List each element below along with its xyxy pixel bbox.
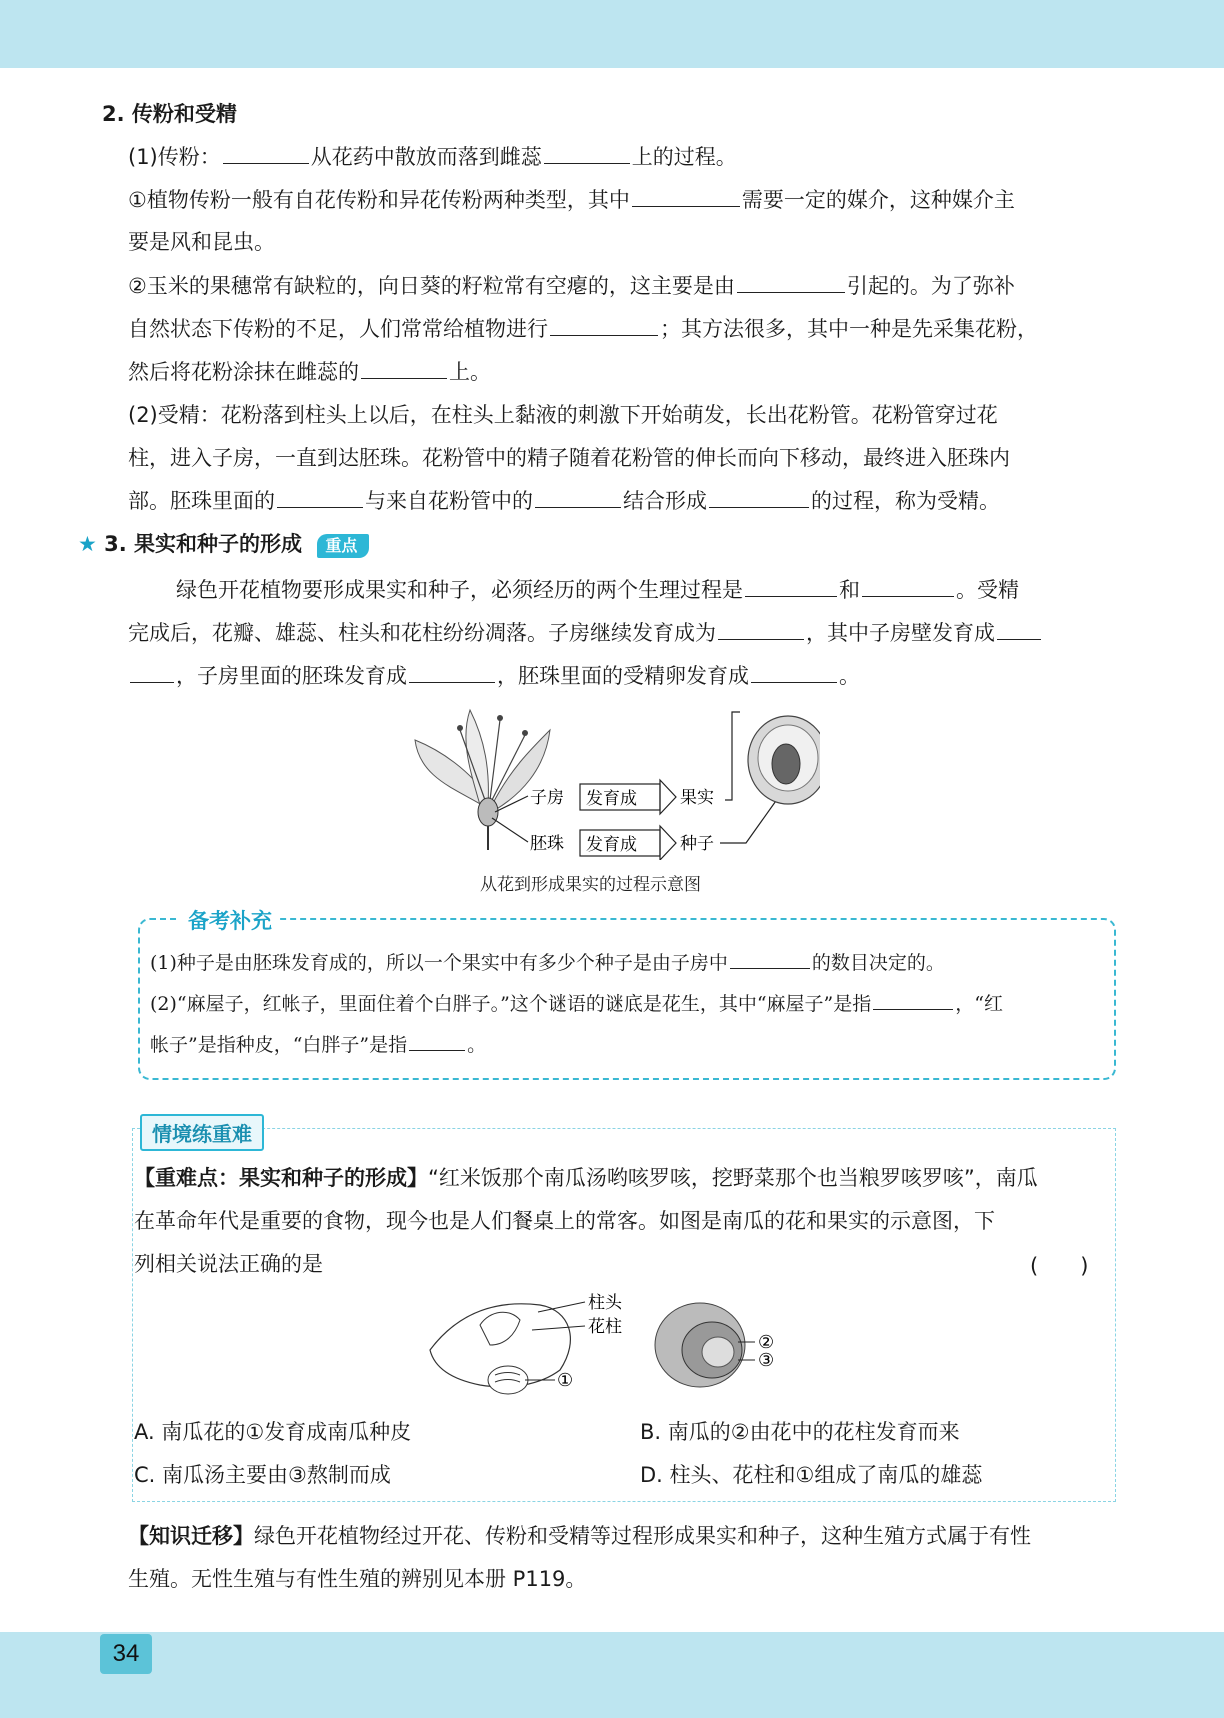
pumpkin-fruit-illustration (655, 1303, 745, 1387)
text: ，其中子房壁发育成 (806, 621, 995, 645)
answer-blank[interactable] (718, 619, 804, 640)
text: 从花药中散放而落到雌蕊 (310, 145, 542, 169)
text: 的数目决定的。 (811, 952, 945, 974)
label-2: ② (758, 1332, 775, 1353)
section2-p8: 柱，进入子房，一直到达胚珠。花粉管中的精子随着花粉管的伸长而向下移动，最终进入胚珠内 (128, 446, 1010, 470)
text: 帐子”是指种皮，“白胖子”是指 (150, 1034, 408, 1056)
section2-p4 (128, 272, 1015, 300)
section2-p9 (128, 487, 1000, 515)
supplement-line-2 (150, 989, 1003, 1018)
leader-line (492, 818, 528, 842)
answer-blank[interactable] (745, 576, 837, 597)
text: 自然状态下传粉的不足，人们常常给植物进行 (128, 317, 548, 341)
label-1: ① (557, 1370, 574, 1391)
text: 绿色开花植物经过开花、传粉和受精等过程形成果实和种子，这种生殖方式属于有性 (254, 1524, 1031, 1548)
exercise-line-1 (134, 1164, 1038, 1192)
answer-blank[interactable] (409, 1030, 465, 1051)
text: (2)“麻屋子，红帐子，里面住着个白胖子。”这个谜语的谜底是花生，其中“麻屋子”是指 (150, 993, 872, 1015)
answer-blank[interactable] (709, 487, 809, 508)
text: 。 (839, 664, 860, 688)
text: 部。胚珠里面的 (128, 489, 275, 513)
key-point-badge: 重点 (317, 534, 369, 558)
answer-blank[interactable] (130, 662, 174, 683)
text: 【重难点：果实和种子的形成】 (134, 1166, 428, 1190)
answer-blank[interactable] (730, 948, 810, 969)
supplement-title: 备考补充 (180, 905, 280, 935)
exercise-line-2: 在革命年代是重要的食物，现今也是人们餐桌上的常客。如图是南瓜的花和果实的示意图，下 (134, 1209, 995, 1233)
arrow-head-icon (660, 780, 676, 814)
answer-blank[interactable] (544, 143, 630, 164)
text: ，子房里面的胚珠发育成 (176, 664, 407, 688)
section2-p6 (128, 358, 491, 386)
text: 结合形成 (623, 489, 707, 513)
text: 完成后，花瓣、雄蕊、柱头和花柱纷纷凋落。子房继续发育成为 (128, 621, 716, 645)
text: 【知识迁移】 (128, 1524, 254, 1548)
text: 然后将花粉涂抹在雌蕊的 (128, 360, 359, 384)
text: “红米饭那个南瓜汤哟咳罗咳，挖野菜那个也当粮罗咳罗咳”，南瓜 (428, 1166, 1038, 1190)
exercise-line-3: 列相关说法正确的是 (134, 1252, 323, 1276)
bracket (725, 712, 740, 800)
section2-p1 (128, 143, 737, 171)
star-icon: ★ (78, 532, 97, 556)
text: 需要一定的媒介，这种媒介主 (741, 188, 1015, 212)
option-a[interactable]: A. 南瓜花的①发育成南瓜种皮 (134, 1420, 412, 1444)
answer-blank[interactable] (632, 186, 740, 207)
label-style: 花柱 (588, 1317, 622, 1337)
text: 。受精 (956, 578, 1019, 602)
section3-heading: 3. 果实和种子的形成 (104, 532, 303, 556)
section2-p7: (2)受精：花粉落到柱头上以后，在柱头上黏液的刺激下开始萌发，长出花粉管。花粉管穿过花 (128, 403, 998, 427)
text: 的过程，称为受精。 (811, 489, 1000, 513)
flower-to-fruit-diagram (400, 700, 820, 860)
label-stigma: 柱头 (588, 1293, 622, 1313)
answer-blank[interactable] (737, 272, 845, 293)
text: 与来自花粉管中的 (365, 489, 533, 513)
answer-blank[interactable] (535, 487, 621, 508)
flower-illustration (415, 710, 550, 850)
exercise-tab: 情境练重难 (140, 1114, 264, 1151)
figure1-caption: 从花到形成果实的过程示意图 (480, 875, 701, 895)
arrow-head-icon (660, 826, 676, 860)
bottom-band (0, 1632, 1224, 1718)
answer-blank[interactable] (223, 143, 309, 164)
text: 引起的。为了弥补 (846, 274, 1015, 298)
knowledge-line-1 (128, 1522, 1031, 1550)
section3-heading-row (78, 530, 369, 558)
label-seed: 种子 (680, 834, 714, 854)
answer-blank[interactable] (409, 662, 495, 683)
text: 和 (839, 578, 860, 602)
text: 上的过程。 (631, 145, 737, 169)
text: ②玉米的果穗常有缺粒的，向日葵的籽粒常有空瘪的，这主要是由 (128, 274, 735, 298)
text: 。 (467, 1034, 487, 1056)
label-3: ③ (758, 1350, 775, 1371)
label-ovary: 子房 (530, 788, 564, 808)
text: 绿色开花植物要形成果实和种子，必须经历的两个生理过程是 (176, 578, 743, 602)
pumpkin-diagram (420, 1290, 840, 1400)
section2-p3: 要是风和昆虫。 (128, 230, 275, 254)
answer-blank[interactable] (361, 358, 447, 379)
section2-p2 (128, 186, 1015, 214)
text: ，“红 (955, 993, 1003, 1015)
answer-parentheses[interactable]: ( ) (1030, 1254, 1089, 1278)
text: ，胚珠里面的受精卵发育成 (497, 664, 749, 688)
text: ；其方法很多，其中一种是先采集花粉， (660, 317, 1038, 341)
answer-blank[interactable] (873, 989, 953, 1010)
page-number: 34 (100, 1634, 152, 1674)
option-d[interactable]: D. 柱头、花柱和①组成了南瓜的雄蕊 (640, 1463, 983, 1487)
leader-line (720, 798, 778, 843)
answer-blank[interactable] (997, 619, 1041, 640)
label-develop-1: 发育成 (586, 789, 637, 809)
section3-p3 (128, 662, 860, 690)
supplement-line-1 (150, 948, 945, 977)
label-fruit: 果实 (680, 788, 714, 808)
text: 上。 (449, 360, 491, 384)
label-ovule: 胚珠 (530, 834, 564, 854)
text: (1)种子是由胚珠发育成的，所以一个果实中有多少个种子是由子房中 (150, 952, 728, 974)
label-develop-2: 发育成 (586, 835, 637, 855)
answer-blank[interactable] (751, 662, 837, 683)
supplement-line-3 (150, 1030, 486, 1059)
section2-heading: 2. 传粉和受精 (102, 102, 237, 126)
knowledge-line-2: 生殖。无性生殖与有性生殖的辨别见本册 P119。 (128, 1567, 587, 1591)
option-b[interactable]: B. 南瓜的②由花中的花柱发育而来 (640, 1420, 960, 1444)
answer-blank[interactable] (277, 487, 363, 508)
text: (1)传粉： (128, 145, 221, 169)
top-band (0, 0, 1224, 68)
option-c[interactable]: C. 南瓜汤主要由③熬制而成 (134, 1463, 391, 1487)
fruit-illustration (748, 716, 820, 804)
section3-p1 (176, 576, 1019, 604)
answer-blank[interactable] (862, 576, 954, 597)
section2-p5 (128, 315, 1038, 343)
section3-p2 (128, 619, 1043, 647)
answer-blank[interactable] (550, 315, 658, 336)
text: ①植物传粉一般有自花传粉和异花传粉两种类型，其中 (128, 188, 630, 212)
